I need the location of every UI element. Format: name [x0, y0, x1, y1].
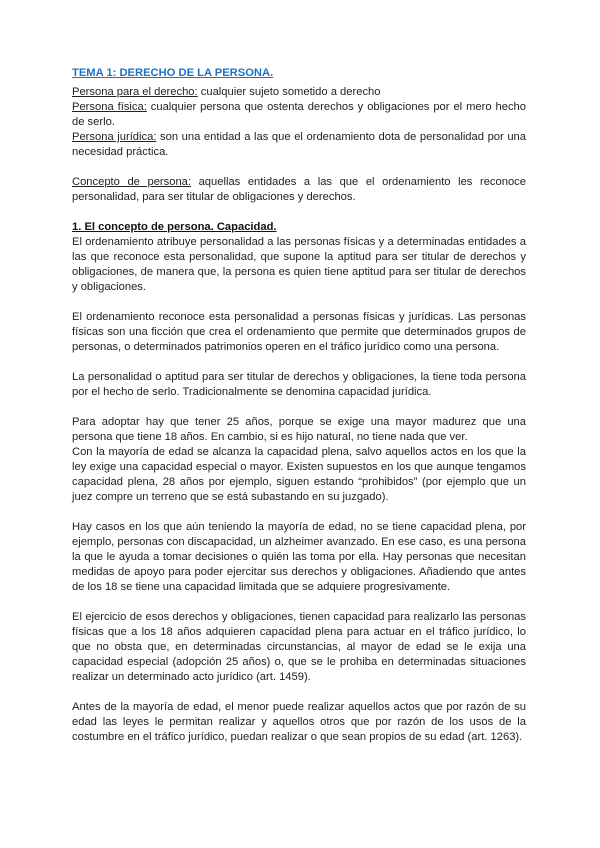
- definition-term: Persona jurídica:: [72, 131, 157, 143]
- paragraph: Hay casos en los que aún teniendo la mayoría de edad, no se tiene capacidad plena, por ejemplo, personas con discapacidad, un alzheimer avanzado. En ese caso, es una persona la que le ayuda a tomar decisiones o quién las toma por ella. Hay personas que necesitan medidas de apoyo para poder ejercitar sus derechos y obligaciones. Añadiendo que antes de los 18 se tiene una capacidad limitada que se adquiere progresivamente.: [72, 521, 527, 593]
- concept-definition: [72, 175, 526, 205]
- paragraph: El ordenamiento atribuye personalidad a las personas físicas y a determinadas entidades a las que reconoce esta personalidad, que supone la aptitud para ser titular de derechos y obligaciones, de manera que, la persona es quien tiene aptitud para ser titular de derechos y obligaciones.: [72, 236, 526, 293]
- definition-persona-derecho: [72, 85, 526, 100]
- section-heading: 1. El concepto de persona. Capacidad.: [72, 221, 277, 233]
- paragraph: El ejercicio de esos derechos y obligaciones, tienen capacidad para realizarlo las personas físicas que a los 18 años adquieren capacidad plena para actuar en el tráfico jurídico, lo que no obsta que, en determinadas circunstancias, al mayor de edad se le exija una capacidad especial (adopción 25 años) o, que se le prohiba en determinadas situaciones realizar un determinado acto jurídico (art. 1459).: [72, 611, 526, 683]
- paragraph: Para adoptar hay que tener 25 años, porque se exige una mayor madurez que una persona que tiene 18 años. En cambio, si es hijo natural, no tiene nada que ver.: [72, 416, 526, 443]
- definition-text: son una entidad a las que el ordenamiento dota de personalidad por una necesidad práctica.: [72, 131, 526, 158]
- document-title: TEMA 1: DERECHO DE LA PERSONA.: [72, 67, 274, 79]
- document-page: [72, 66, 526, 745]
- definition-term: Persona para el derecho:: [72, 86, 198, 98]
- definition-persona-fisica: [72, 100, 526, 130]
- paragraph: El ordenamiento reconoce esta personalidad a personas físicas y jurídicas. Las personas físicas son una ficción que crea el ordenamiento que permite que determinados grupos de personas, o determinados patrimonios operen en el tráfico jurídico como una persona.: [72, 311, 526, 353]
- definition-text: cualquier sujeto sometido a derecho: [197, 86, 381, 98]
- paragraph: Antes de la mayoría de edad, el menor puede realizar aquellos actos que por razón de su edad las leyes le permitan realizar y aquellos otros que por razón de los usos de la costumbre en el tráfico jurídico, puedan realizar o que sean propios de su edad (art. 1263).: [72, 701, 526, 743]
- paragraph: Con la mayoría de edad se alcanza la capacidad plena, salvo aquellos actos en los que la ley exige una capacidad especial o mayor. Existen supuestos en los que aunque tengamos capacidad plena, 28 años por ejemplo, siguen estando “prohibidos” (por ejemplo que un juez compre un terreno que se está subastando en su juzgado).: [72, 446, 526, 503]
- definition-text: aquellas entidades a las que el ordenamiento les reconoce personalidad, para ser titular de obligaciones y derechos.: [72, 176, 526, 203]
- paragraph: La personalidad o aptitud para ser titular de derechos y obligaciones, la tiene toda persona por el hecho de serlo. Tradicionalmente se denomina capacidad jurídica.: [72, 371, 526, 398]
- definition-text: cualquier persona que ostenta derechos y obligaciones por el mero hecho de serlo.: [72, 101, 526, 128]
- definition-term: Persona física:: [72, 101, 147, 113]
- definition-persona-juridica: [72, 130, 526, 160]
- definition-term: Concepto de persona:: [72, 176, 192, 188]
